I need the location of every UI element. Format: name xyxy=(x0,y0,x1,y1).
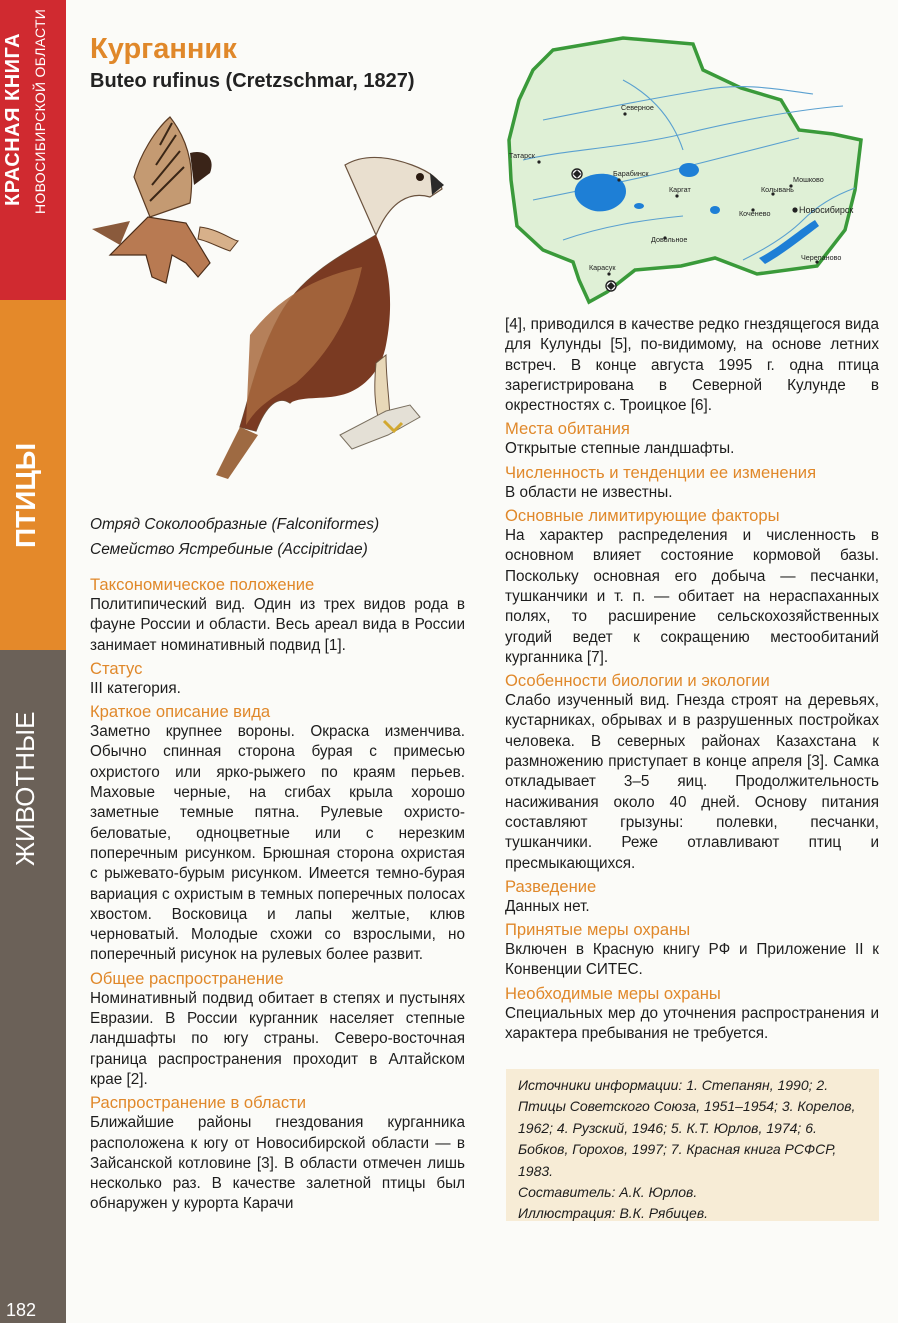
section-heading-status: Статус xyxy=(90,658,143,678)
section-text-regional-range: Ближайшие районы гнездования курганника расположена к югу от Новосибирской области — в Зайсанской котловине [3]. В области отмечен лишь несколько раз. В качестве залетной птицы был обнаружен у курорта Карачи xyxy=(90,1114,465,1213)
section-heading-habitat: Места обитания xyxy=(505,419,630,439)
section-text-measures-taken: Включен в Красную книгу РФ и Приложение II к Конвенции СИТЕС. xyxy=(505,941,879,979)
bird-illustration xyxy=(90,105,480,500)
map-label-tatarsk: Татарск xyxy=(509,151,535,160)
section-heading-abundance: Численность и тенденции ее изменения xyxy=(505,462,817,482)
family-line: Семейство Ястребиные (Accipitridae) xyxy=(90,541,368,558)
section-heading-taxonomic: Таксономическое положение xyxy=(90,575,315,594)
section-heading-description: Краткое описание вида xyxy=(90,702,271,722)
map-label-barabinsk: Барабинск xyxy=(613,169,649,178)
left-column xyxy=(90,574,465,1217)
section-text-measures-needed: Специальных мер до уточнения распространения и характера пребывания не требуется. xyxy=(505,1004,879,1043)
section-text-description: Заметно крупнее вороны. Окраска изменчива. Обычно спинная сторона бурая с примесью охристого или ярко-рыжего по краям перьев. Маховые черные, на сгибах крыла хорошо заметные темные пятна. Рулевые охристо-беловатые, одноцветные или с нерезким поперечным рисунком. Брюшная сторона охристая с рыжевато-бурым рисунком. Имеется темно-бурая вариация с охристым в темных поперечных полосах хвостом. Восковица и лапы желтые, клюв черноватый. Молодые схожи со взрослыми, но поперечный рисунок на рулевых более развит. xyxy=(90,723,465,964)
section-heading-biology: Особенности биологии и экологии xyxy=(505,671,770,691)
book-title: КРАСНАЯ КНИГА xyxy=(2,32,24,206)
section-text-biology: Слабо изученный вид. Гнезда строят на деревьях, кустарниках, обрывах и в разрушенных постройках человека. В северных районах Казахстана к размножению приступает в конце апреля [3]. Самка откладывает 3–5 яиц. Продолжительность насиживания около 40 дней. Основу питания составляют грызуны: полевки, песчанки, тушканчики. Реже отлавливают птиц и пресмыкающихся. xyxy=(505,692,879,872)
section-heading-breeding: Разведение xyxy=(505,876,597,896)
section-text-abundance: В области не известны. xyxy=(505,483,673,501)
map-label-cherepanovo: Черепаново xyxy=(801,253,842,262)
map-label-kochenevo: Коченево xyxy=(739,209,771,218)
order-line: Отряд Соколообразные (Falconiformes) xyxy=(90,516,380,533)
map-label-kargat: Каргат xyxy=(669,185,691,194)
side-band xyxy=(0,0,66,1323)
book-subtitle: НОВОСИБИРСКОЙ ОБЛАСТИ xyxy=(32,8,48,214)
map-label-moshkovo: Мошково xyxy=(793,175,824,184)
section-heading-limiting: Основные лимитирующие факторы xyxy=(505,506,780,526)
map-label-dovolnoe: Довольное xyxy=(651,235,688,244)
species-latin-name: Buteo rufinus (Cretzschmar, 1827) xyxy=(90,70,415,92)
map-label-karasuk: Карасук xyxy=(589,263,616,272)
map-label-novosibirsk: Новосибирск xyxy=(799,205,854,215)
section-text-taxonomic: Политипический вид. Один из трех видов рода в фауне России и области. Весь ареал вида в России занимает номинативный подвид [1]. xyxy=(90,596,465,654)
section-text-general-range: Номинативный подвид обитает в степях и пустынях Евразии. В России курганник населяет степные ландшафты по югу страны. Северо-восточная граница распространения проходит в Алтайском крае [2]. xyxy=(90,989,465,1088)
section-heading-measures-taken: Принятые меры охраны xyxy=(505,920,691,940)
species-title: Курганник xyxy=(90,33,237,65)
taxonomy-block xyxy=(90,512,379,562)
right-column xyxy=(505,315,879,1046)
section-label-birds: ПТИЦЫ xyxy=(10,442,41,548)
page-number: 182 xyxy=(6,1300,37,1320)
distribution-map xyxy=(503,30,869,310)
section-text-habitat: Открытые степные ландшафты. xyxy=(505,440,735,458)
flying-bird-icon xyxy=(92,117,238,283)
section-label-animals: ЖИВОТНЫЕ xyxy=(10,711,40,866)
compiler-line: Составитель: А.К. Юрлов. xyxy=(518,1184,698,1201)
section-text-regional-range-cont: [4], приводился в качестве редко гнездящегося вида для Кулунды [5], по-видимому, на основе летних встреч. В конце августа 1995 г. одна птица зарегистрирована в Северной Кулунде в окрестностях с. Троицкое [6]. xyxy=(505,316,879,415)
section-text-limiting: На характер распределения и численность в основном влияет состояние кормовой базы. Поскольку основная его добыча — песчанки, тушканчики и т. п. — обитает на нераспаханных полях, то расширение сельскохозяйственных угодий ведет к сокращению местообитаний курганника [7]. xyxy=(505,527,879,666)
sources-text: Источники информации: 1. Степанян, 1990; 2. Птицы Советского Союза, 1951–1954; 3. Корелов, 1962; 4. Рузский, 1946; 5. К.Т. Юрлов, 1974; 6. Бобков, Горохов, 1997; 7. Красная книга РСФСР, 1983. xyxy=(518,1077,856,1179)
map-label-severnoe: Северное xyxy=(621,103,654,112)
section-heading-general-range: Общее распространение xyxy=(90,968,284,988)
section-text-status: III категория. xyxy=(90,679,181,697)
section-text-breeding: Данных нет. xyxy=(505,897,590,915)
illustrator-line: Иллюстрация: В.К. Рябицев. xyxy=(518,1205,709,1222)
sources-box xyxy=(506,1069,879,1221)
perched-bird-icon xyxy=(216,157,444,479)
section-heading-measures-needed: Необходимые меры охраны xyxy=(505,983,721,1003)
section-heading-regional-range: Распространение в области xyxy=(90,1093,306,1113)
map-label-kolyvan: Колывань xyxy=(761,185,794,194)
